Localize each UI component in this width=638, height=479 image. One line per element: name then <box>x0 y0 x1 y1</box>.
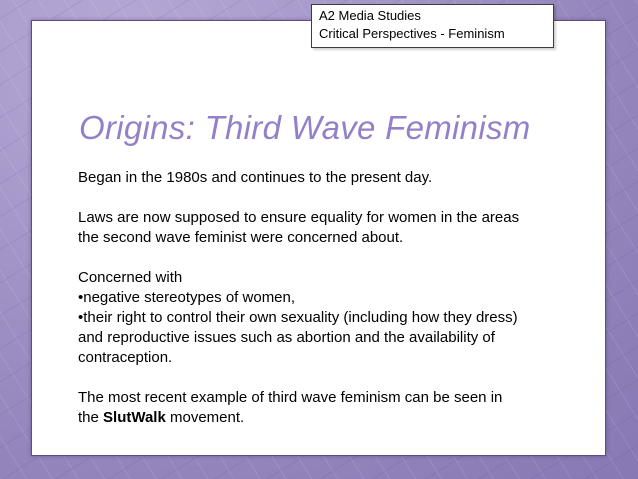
paragraph-laws <box>78 208 598 248</box>
timeline-text: Began in the 1980s and continues to the present day. <box>78 169 433 186</box>
example-prefix: the <box>78 409 104 426</box>
concerns-intro: Concerned with <box>78 269 183 286</box>
example-text-line-2 <box>78 408 598 428</box>
paragraph-concerns <box>78 268 598 368</box>
concern-bullet-stereotypes: •negative stereotypes of women, <box>78 289 296 306</box>
course-name: A2 Media Studies <box>319 8 421 23</box>
laws-text-line-2: the second wave feminist were concerned about. <box>78 229 404 246</box>
concern-continuation-1: and reproductive issues such as abortion and the availability of <box>78 329 495 346</box>
slutwalk-highlight: SlutWalk <box>103 409 166 426</box>
example-suffix: movement. <box>165 409 245 426</box>
laws-text-line-1: Laws are now supposed to ensure equality for women in the areas <box>78 209 520 226</box>
paragraph-example <box>78 388 598 428</box>
concern-continuation-2: contraception. <box>78 349 173 366</box>
concern-bullet-sexuality: •their right to control their own sexuality (including how they dress) <box>78 309 518 326</box>
course-topic: Critical Perspectives - Feminism <box>319 26 505 41</box>
course-header-box <box>311 4 554 48</box>
slide-body <box>78 168 598 448</box>
slide-title: Origins: Third Wave Feminism <box>79 109 531 146</box>
example-text-line-1: The most recent example of third wave feminism can be seen in <box>78 389 503 406</box>
paragraph-timeline <box>78 168 598 188</box>
